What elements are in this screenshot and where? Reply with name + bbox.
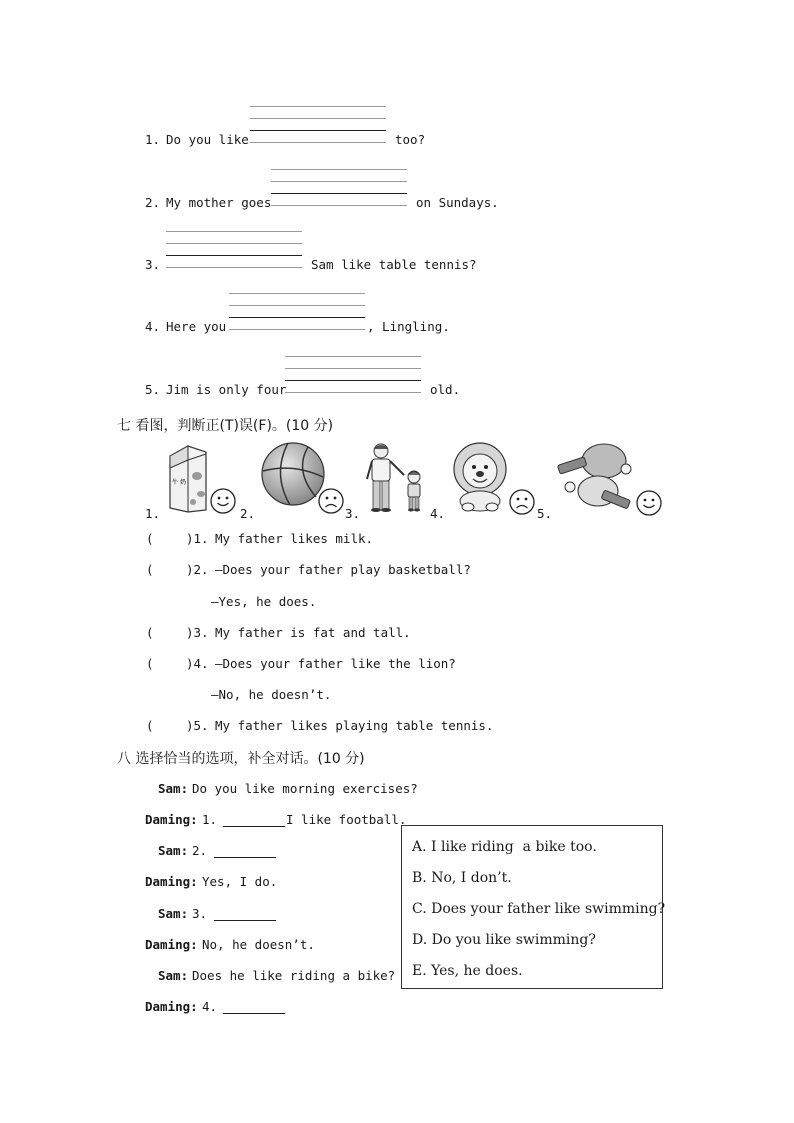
picture-number: 4.	[430, 506, 446, 521]
four-line-grid[interactable]	[229, 293, 365, 329]
basketball-icon	[260, 441, 326, 507]
option-e: E. Yes, he does.	[412, 963, 523, 979]
dialogue-number: 4.	[202, 999, 218, 1014]
dialogue-text: Yes, I do.	[202, 874, 278, 889]
item-text-after: , Lingling.	[367, 319, 450, 334]
speaker-label: Daming:	[145, 874, 198, 889]
section-7-heading: 七 看图，判断正(T)误(F)。(10 分)	[117, 418, 334, 434]
dialogue-text: I like football.	[286, 812, 407, 827]
speaker-label: Sam:	[158, 968, 189, 983]
question-text: —Does your father like the lion?	[215, 656, 456, 671]
answer-blank[interactable]	[214, 843, 276, 862]
dialogue-number: 3.	[192, 906, 208, 921]
dialogue-text: Do you like morning exercises?	[192, 781, 418, 796]
speaker-label: Daming:	[145, 812, 198, 827]
item-text-after: Sam like table tennis?	[311, 257, 477, 272]
answer-paren-open: (	[146, 625, 154, 640]
option-b: B. No, I don’t.	[412, 870, 512, 886]
option-c: C. Does your father like swimming?	[412, 901, 666, 917]
question-text: My father likes milk.	[215, 531, 374, 546]
question-text: My father is fat and tall.	[215, 625, 411, 640]
answer-paren-close: )5.	[186, 718, 209, 733]
item-text-before: Here you	[166, 319, 227, 334]
milk-label: 牛 奶	[172, 479, 186, 486]
answer-paren-close: )2.	[186, 562, 209, 577]
question-text: —No, he doesn’t.	[211, 687, 332, 702]
item-text-before: Do you like	[166, 132, 249, 147]
four-line-grid[interactable]	[271, 169, 407, 205]
answer-paren-close: )1.	[186, 531, 209, 546]
answer-paren-open: (	[146, 531, 154, 546]
answer-paren-close: )4.	[186, 656, 209, 671]
four-line-grid[interactable]	[166, 231, 302, 267]
dialogue-text: Does he like riding a bike?	[192, 968, 396, 983]
picture-number: 5.	[537, 506, 553, 521]
item-text-after: on Sundays.	[416, 195, 499, 210]
dialogue-number: 2.	[192, 843, 208, 858]
sad-face-icon	[509, 489, 535, 515]
answer-paren-open: (	[146, 562, 154, 577]
answer-blank[interactable]	[214, 906, 276, 925]
question-text: My father likes playing table tennis.	[215, 718, 494, 733]
smiley-face-icon	[636, 490, 662, 516]
dialogue-number: 1.	[202, 812, 218, 827]
answer-paren-open: (	[146, 718, 154, 733]
answer-blank[interactable]	[223, 999, 285, 1018]
item-number: 3.	[145, 257, 161, 272]
question-text: —Does your father play basketball?	[215, 562, 471, 577]
lion-icon	[448, 441, 514, 513]
picture-number: 3.	[345, 506, 361, 521]
speaker-label: Sam:	[158, 781, 189, 796]
table-tennis-paddles-icon	[556, 441, 634, 515]
four-line-grid[interactable]	[250, 106, 386, 142]
speaker-label: Sam:	[158, 906, 189, 921]
item-text-after: old.	[430, 382, 461, 397]
question-text: —Yes, he does.	[211, 594, 317, 609]
item-text-before: Jim is only four	[166, 382, 287, 397]
option-d: D. Do you like swimming?	[412, 932, 596, 948]
speaker-label: Sam:	[158, 843, 189, 858]
milk-carton-icon	[166, 444, 212, 514]
item-number: 5.	[145, 382, 161, 397]
item-number: 4.	[145, 319, 161, 334]
father-and-child-icon	[364, 441, 430, 515]
four-line-grid[interactable]	[285, 356, 421, 392]
item-number: 1.	[145, 132, 161, 147]
option-a: A. I like riding a bike too.	[412, 839, 597, 855]
speaker-label: Daming:	[145, 999, 198, 1014]
section-8-heading: 八 选择恰当的选项，补全对话。(10 分)	[117, 751, 365, 767]
item-text-after: too?	[395, 132, 426, 147]
dialogue-text: No, he doesn’t.	[202, 937, 315, 952]
picture-number: 1.	[145, 506, 161, 521]
sad-face-icon	[318, 488, 344, 514]
picture-number: 2.	[240, 506, 256, 521]
item-number: 2.	[145, 195, 161, 210]
speaker-label: Daming:	[145, 937, 198, 952]
item-text-before: My mother goes	[166, 195, 272, 210]
options-box	[401, 825, 666, 989]
answer-blank[interactable]	[223, 812, 285, 831]
smiley-face-icon	[210, 488, 236, 514]
answer-paren-close: )3.	[186, 625, 209, 640]
answer-paren-open: (	[146, 656, 154, 671]
